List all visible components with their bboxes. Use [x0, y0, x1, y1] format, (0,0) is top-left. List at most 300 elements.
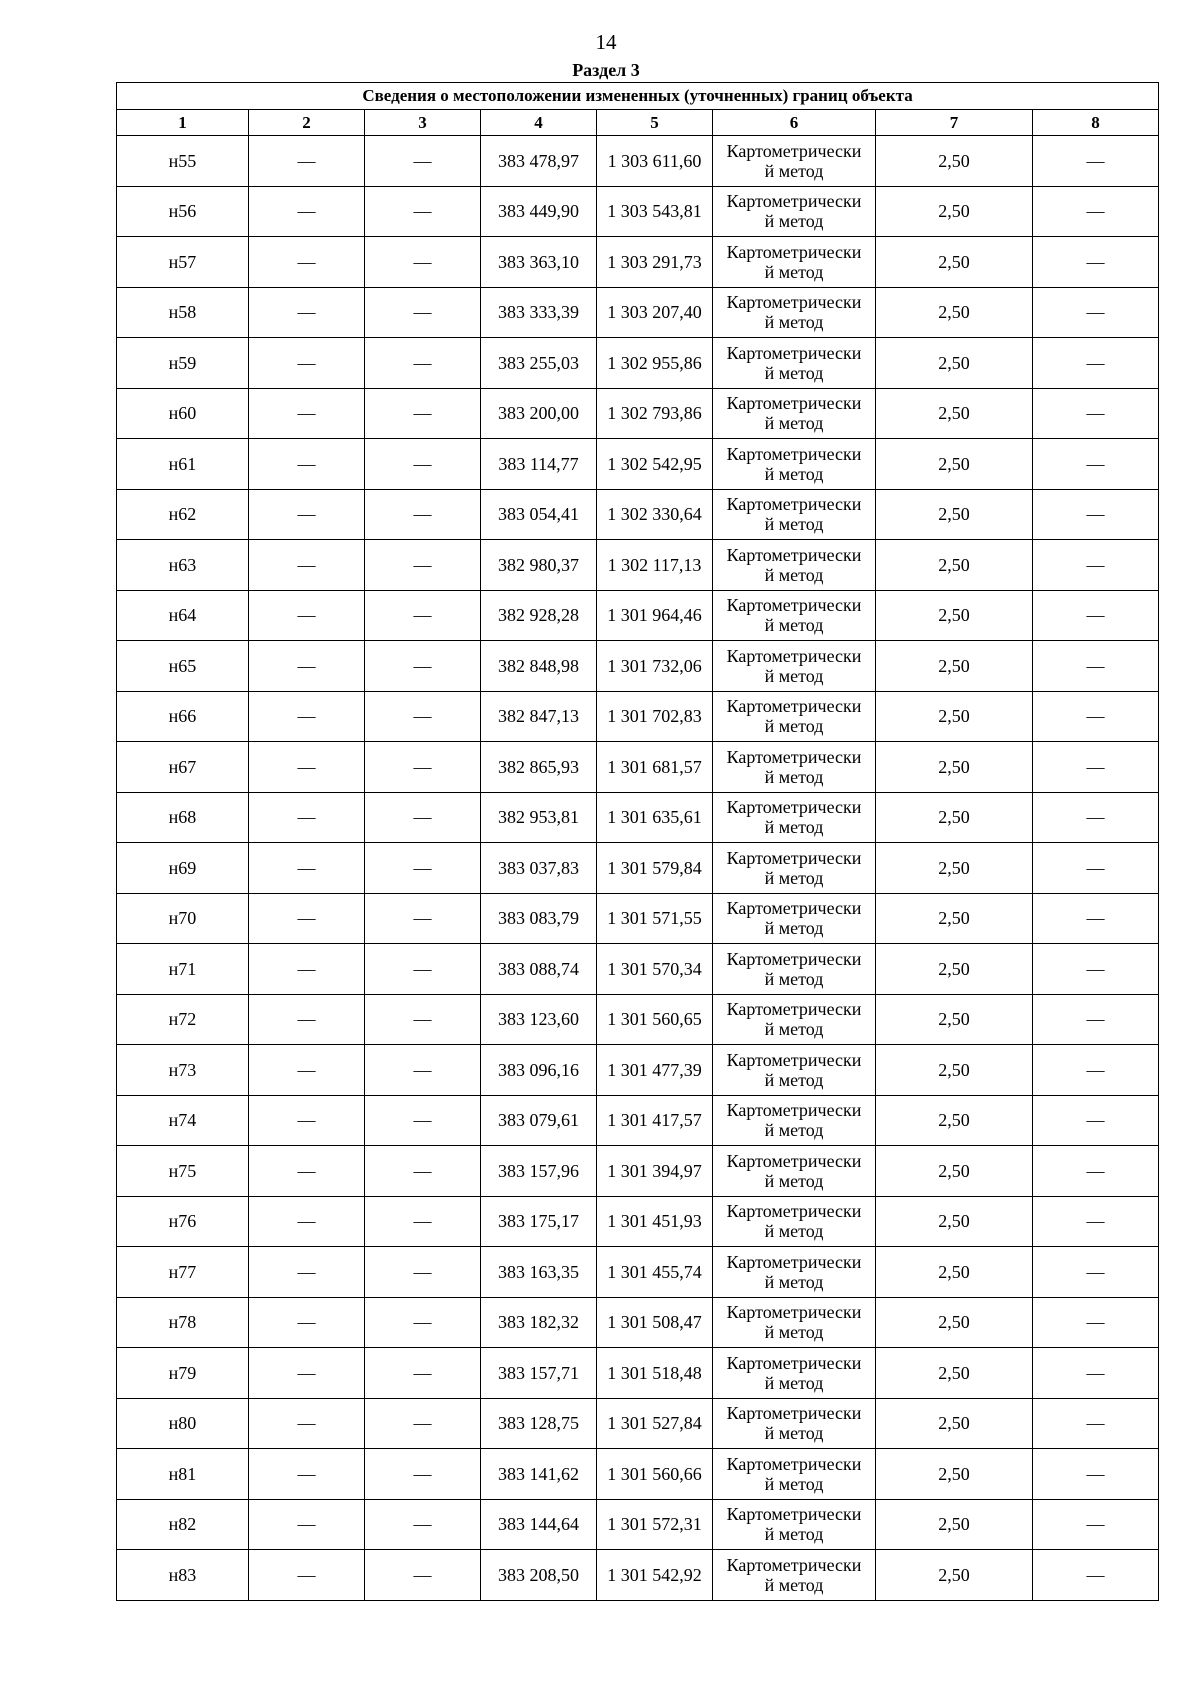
table-row [117, 742, 1159, 793]
x-coordinate-cell: 383 128,75 [481, 1398, 597, 1449]
y-coordinate-cell: 1 301 579,84 [597, 843, 713, 894]
table-row [117, 1045, 1159, 1096]
method-line-2: й метод [764, 211, 824, 232]
col3-cell: — [365, 590, 481, 641]
col2-cell: — [249, 1499, 365, 1550]
col3-cell: — [365, 641, 481, 692]
x-coordinate-cell: 383 363,10 [481, 237, 597, 288]
point-name-cell: н81 [117, 1449, 249, 1500]
accuracy-cell: 2,50 [876, 540, 1033, 591]
point-name-cell: н83 [117, 1550, 249, 1601]
table-row [117, 691, 1159, 742]
x-coordinate-cell: 383 478,97 [481, 136, 597, 187]
method-line-2: й метод [764, 1473, 824, 1494]
point-name-cell: н64 [117, 590, 249, 641]
y-coordinate-cell: 1 301 518,48 [597, 1348, 713, 1399]
method-line-2: й метод [764, 665, 824, 686]
col2-cell: — [249, 691, 365, 742]
col3-cell: — [365, 1196, 481, 1247]
x-coordinate-cell: 382 928,28 [481, 590, 597, 641]
col3-cell: — [365, 237, 481, 288]
method-cell [713, 1297, 876, 1348]
table-row [117, 1550, 1159, 1601]
table-row [117, 388, 1159, 439]
point-name-cell: н57 [117, 237, 249, 288]
accuracy-cell: 2,50 [876, 338, 1033, 389]
accuracy-cell: 2,50 [876, 388, 1033, 439]
method-cell [713, 1449, 876, 1500]
y-coordinate-cell: 1 301 572,31 [597, 1499, 713, 1550]
y-coordinate-cell: 1 301 417,57 [597, 1095, 713, 1146]
column-number-2: 2 [249, 110, 365, 136]
method-line-1: Картометрически [726, 847, 862, 868]
method-cell [713, 1550, 876, 1601]
x-coordinate-cell: 382 865,93 [481, 742, 597, 793]
col3-cell: — [365, 540, 481, 591]
method-line-1: Картометрически [726, 1049, 862, 1070]
col3-cell: — [365, 1449, 481, 1500]
col8-cell: — [1033, 1398, 1159, 1449]
accuracy-cell: 2,50 [876, 641, 1033, 692]
method-cell [713, 994, 876, 1045]
col3-cell: — [365, 1247, 481, 1298]
y-coordinate-cell: 1 301 732,06 [597, 641, 713, 692]
x-coordinate-cell: 383 255,03 [481, 338, 597, 389]
method-cell [713, 792, 876, 843]
y-coordinate-cell: 1 301 570,34 [597, 944, 713, 995]
table-body [117, 136, 1159, 1601]
method-cell [713, 136, 876, 187]
col3-cell: — [365, 994, 481, 1045]
method-cell [713, 540, 876, 591]
x-coordinate-cell: 383 333,39 [481, 287, 597, 338]
col3-cell: — [365, 1348, 481, 1399]
column-number-1: 1 [117, 110, 249, 136]
col3-cell: — [365, 1398, 481, 1449]
y-coordinate-cell: 1 301 477,39 [597, 1045, 713, 1096]
table-row [117, 439, 1159, 490]
point-name-cell: н55 [117, 136, 249, 187]
table-row [117, 994, 1159, 1045]
table-row [117, 237, 1159, 288]
table-row [117, 540, 1159, 591]
col2-cell: — [249, 641, 365, 692]
col8-cell: — [1033, 439, 1159, 490]
x-coordinate-cell: 383 182,32 [481, 1297, 597, 1348]
method-cell [713, 843, 876, 894]
col2-cell: — [249, 792, 365, 843]
col3-cell: — [365, 1499, 481, 1550]
col3-cell: — [365, 136, 481, 187]
accuracy-cell: 2,50 [876, 1297, 1033, 1348]
x-coordinate-cell: 383 208,50 [481, 1550, 597, 1601]
method-cell [713, 237, 876, 288]
method-line-2: й метод [764, 1170, 824, 1191]
method-cell [713, 1146, 876, 1197]
method-cell [713, 287, 876, 338]
col2-cell: — [249, 994, 365, 1045]
table-row [117, 1499, 1159, 1550]
method-line-2: й метод [764, 1271, 824, 1292]
y-coordinate-cell: 1 302 793,86 [597, 388, 713, 439]
col2-cell: — [249, 742, 365, 793]
table-row [117, 1398, 1159, 1449]
method-line-2: й метод [764, 867, 824, 888]
col2-cell: — [249, 1348, 365, 1399]
x-coordinate-cell: 383 054,41 [481, 489, 597, 540]
method-cell [713, 1196, 876, 1247]
y-coordinate-cell: 1 301 560,65 [597, 994, 713, 1045]
col3-cell: — [365, 1550, 481, 1601]
x-coordinate-cell: 383 175,17 [481, 1196, 597, 1247]
col2-cell: — [249, 893, 365, 944]
col3-cell: — [365, 1045, 481, 1096]
col8-cell: — [1033, 1297, 1159, 1348]
method-cell [713, 944, 876, 995]
col2-cell: — [249, 1146, 365, 1197]
col2-cell: — [249, 1297, 365, 1348]
y-coordinate-cell: 1 303 207,40 [597, 287, 713, 338]
col3-cell: — [365, 388, 481, 439]
method-line-1: Картометрически [726, 999, 862, 1020]
column-number-6: 6 [713, 110, 876, 136]
col8-cell: — [1033, 1550, 1159, 1601]
x-coordinate-cell: 383 083,79 [481, 893, 597, 944]
column-number-4: 4 [481, 110, 597, 136]
table-row [117, 489, 1159, 540]
method-line-1: Картометрически [726, 1251, 862, 1272]
method-cell [713, 186, 876, 237]
method-cell [713, 641, 876, 692]
col8-cell: — [1033, 691, 1159, 742]
col2-cell: — [249, 843, 365, 894]
method-line-2: й метод [764, 514, 824, 535]
accuracy-cell: 2,50 [876, 237, 1033, 288]
accuracy-cell: 2,50 [876, 792, 1033, 843]
method-line-1: Картометрически [726, 140, 862, 161]
col2-cell: — [249, 338, 365, 389]
method-line-2: й метод [764, 716, 824, 737]
method-cell [713, 1045, 876, 1096]
col8-cell: — [1033, 641, 1159, 692]
col2-cell: — [249, 540, 365, 591]
col2-cell: — [249, 388, 365, 439]
col3-cell: — [365, 843, 481, 894]
col3-cell: — [365, 186, 481, 237]
x-coordinate-cell: 383 200,00 [481, 388, 597, 439]
method-line-1: Картометрически [726, 1201, 862, 1222]
method-line-2: й метод [764, 362, 824, 383]
accuracy-cell: 2,50 [876, 691, 1033, 742]
point-name-cell: н65 [117, 641, 249, 692]
x-coordinate-cell: 383 096,16 [481, 1045, 597, 1096]
col3-cell: — [365, 944, 481, 995]
point-name-cell: н60 [117, 388, 249, 439]
col8-cell: — [1033, 1247, 1159, 1298]
col8-cell: — [1033, 186, 1159, 237]
method-line-1: Картометрически [726, 241, 862, 262]
method-line-1: Картометрически [726, 898, 862, 919]
accuracy-cell: 2,50 [876, 186, 1033, 237]
col3-cell: — [365, 338, 481, 389]
method-cell [713, 338, 876, 389]
method-line-1: Картометрически [726, 544, 862, 565]
boundary-coordinates-table [116, 82, 1159, 1601]
point-name-cell: н67 [117, 742, 249, 793]
method-line-2: й метод [764, 1372, 824, 1393]
table-row [117, 1449, 1159, 1500]
method-line-2: й метод [764, 160, 824, 181]
table-row [117, 1146, 1159, 1197]
col8-cell: — [1033, 1146, 1159, 1197]
x-coordinate-cell: 382 847,13 [481, 691, 597, 742]
x-coordinate-cell: 383 144,64 [481, 1499, 597, 1550]
col3-cell: — [365, 287, 481, 338]
table-row [117, 641, 1159, 692]
accuracy-cell: 2,50 [876, 1550, 1033, 1601]
table-row [117, 1348, 1159, 1399]
method-line-1: Картометрически [726, 1352, 862, 1373]
method-line-1: Картометрически [726, 1504, 862, 1525]
col8-cell: — [1033, 338, 1159, 389]
col3-cell: — [365, 1146, 481, 1197]
x-coordinate-cell: 383 114,77 [481, 439, 597, 490]
x-coordinate-cell: 382 848,98 [481, 641, 597, 692]
method-line-1: Картометрически [726, 1100, 862, 1121]
accuracy-cell: 2,50 [876, 136, 1033, 187]
method-line-2: й метод [764, 564, 824, 585]
method-line-2: й метод [764, 1019, 824, 1040]
point-name-cell: н66 [117, 691, 249, 742]
accuracy-cell: 2,50 [876, 1045, 1033, 1096]
y-coordinate-cell: 1 302 542,95 [597, 439, 713, 490]
method-line-1: Картометрически [726, 1150, 862, 1171]
point-name-cell: н58 [117, 287, 249, 338]
method-line-2: й метод [764, 463, 824, 484]
method-line-1: Картометрически [726, 746, 862, 767]
accuracy-cell: 2,50 [876, 843, 1033, 894]
point-name-cell: н71 [117, 944, 249, 995]
method-cell [713, 439, 876, 490]
method-line-2: й метод [764, 918, 824, 939]
y-coordinate-cell: 1 301 527,84 [597, 1398, 713, 1449]
x-coordinate-cell: 383 157,71 [481, 1348, 597, 1399]
accuracy-cell: 2,50 [876, 287, 1033, 338]
col2-cell: — [249, 186, 365, 237]
col8-cell: — [1033, 792, 1159, 843]
table-row [117, 843, 1159, 894]
accuracy-cell: 2,50 [876, 1398, 1033, 1449]
method-line-1: Картометрически [726, 948, 862, 969]
method-line-1: Картометрически [726, 342, 862, 363]
method-line-1: Картометрически [726, 1453, 862, 1474]
point-name-cell: н63 [117, 540, 249, 591]
y-coordinate-cell: 1 301 560,66 [597, 1449, 713, 1500]
point-name-cell: н79 [117, 1348, 249, 1399]
table-row [117, 1095, 1159, 1146]
accuracy-cell: 2,50 [876, 1196, 1033, 1247]
col8-cell: — [1033, 136, 1159, 187]
y-coordinate-cell: 1 301 702,83 [597, 691, 713, 742]
y-coordinate-cell: 1 301 542,92 [597, 1550, 713, 1601]
col8-cell: — [1033, 1499, 1159, 1550]
col2-cell: — [249, 944, 365, 995]
y-coordinate-cell: 1 303 543,81 [597, 186, 713, 237]
col3-cell: — [365, 893, 481, 944]
method-line-2: й метод [764, 766, 824, 787]
method-cell [713, 1398, 876, 1449]
col3-cell: — [365, 1095, 481, 1146]
point-name-cell: н68 [117, 792, 249, 843]
y-coordinate-cell: 1 301 508,47 [597, 1297, 713, 1348]
column-number-7: 7 [876, 110, 1033, 136]
col2-cell: — [249, 1398, 365, 1449]
table-row [117, 1297, 1159, 1348]
table-row [117, 287, 1159, 338]
method-line-2: й метод [764, 261, 824, 282]
table-row [117, 792, 1159, 843]
point-name-cell: н80 [117, 1398, 249, 1449]
method-line-1: Картометрически [726, 1302, 862, 1323]
col3-cell: — [365, 439, 481, 490]
method-line-2: й метод [764, 1423, 824, 1444]
table-row [117, 1196, 1159, 1247]
method-line-2: й метод [764, 1322, 824, 1343]
table-row [117, 893, 1159, 944]
method-line-1: Картометрически [726, 292, 862, 313]
col2-cell: — [249, 287, 365, 338]
col2-cell: — [249, 590, 365, 641]
method-cell [713, 742, 876, 793]
col2-cell: — [249, 1550, 365, 1601]
accuracy-cell: 2,50 [876, 742, 1033, 793]
point-name-cell: н73 [117, 1045, 249, 1096]
method-line-2: й метод [764, 1069, 824, 1090]
col2-cell: — [249, 1045, 365, 1096]
x-coordinate-cell: 383 157,96 [481, 1146, 597, 1197]
col8-cell: — [1033, 237, 1159, 288]
table-caption: Сведения о местоположении измененных (уточненных) границ объекта [117, 83, 1159, 110]
y-coordinate-cell: 1 301 681,57 [597, 742, 713, 793]
table-row [117, 136, 1159, 187]
method-line-1: Картометрически [726, 1403, 862, 1424]
col2-cell: — [249, 136, 365, 187]
method-line-2: й метод [764, 413, 824, 434]
method-line-1: Картометрически [726, 191, 862, 212]
col8-cell: — [1033, 540, 1159, 591]
x-coordinate-cell: 383 088,74 [481, 944, 597, 995]
col8-cell: — [1033, 742, 1159, 793]
x-coordinate-cell: 383 123,60 [481, 994, 597, 1045]
x-coordinate-cell: 383 037,83 [481, 843, 597, 894]
method-cell [713, 590, 876, 641]
y-coordinate-cell: 1 301 394,97 [597, 1146, 713, 1197]
col8-cell: — [1033, 944, 1159, 995]
accuracy-cell: 2,50 [876, 944, 1033, 995]
accuracy-cell: 2,50 [876, 590, 1033, 641]
y-coordinate-cell: 1 301 635,61 [597, 792, 713, 843]
point-name-cell: н69 [117, 843, 249, 894]
page-number: 14 [595, 30, 617, 54]
y-coordinate-cell: 1 302 330,64 [597, 489, 713, 540]
x-coordinate-cell: 382 953,81 [481, 792, 597, 843]
col8-cell: — [1033, 489, 1159, 540]
accuracy-cell: 2,50 [876, 893, 1033, 944]
col8-cell: — [1033, 388, 1159, 439]
table-row [117, 1247, 1159, 1298]
y-coordinate-cell: 1 302 955,86 [597, 338, 713, 389]
point-name-cell: н77 [117, 1247, 249, 1298]
col8-cell: — [1033, 1095, 1159, 1146]
col8-cell: — [1033, 1196, 1159, 1247]
point-name-cell: н70 [117, 893, 249, 944]
x-coordinate-cell: 383 163,35 [481, 1247, 597, 1298]
method-line-1: Картометрически [726, 797, 862, 818]
method-cell [713, 893, 876, 944]
col8-cell: — [1033, 994, 1159, 1045]
method-line-1: Картометрически [726, 494, 862, 515]
col2-cell: — [249, 237, 365, 288]
y-coordinate-cell: 1 303 291,73 [597, 237, 713, 288]
col3-cell: — [365, 792, 481, 843]
point-name-cell: н78 [117, 1297, 249, 1348]
col2-cell: — [249, 1095, 365, 1146]
method-line-1: Картометрически [726, 696, 862, 717]
point-name-cell: н59 [117, 338, 249, 389]
accuracy-cell: 2,50 [876, 489, 1033, 540]
point-name-cell: н75 [117, 1146, 249, 1197]
accuracy-cell: 2,50 [876, 1247, 1033, 1298]
col8-cell: — [1033, 893, 1159, 944]
method-cell [713, 489, 876, 540]
col8-cell: — [1033, 590, 1159, 641]
col3-cell: — [365, 742, 481, 793]
column-number-row [117, 110, 1159, 136]
y-coordinate-cell: 1 301 451,93 [597, 1196, 713, 1247]
col8-cell: — [1033, 1348, 1159, 1399]
table-row [117, 338, 1159, 389]
col2-cell: — [249, 489, 365, 540]
point-name-cell: н74 [117, 1095, 249, 1146]
col8-cell: — [1033, 287, 1159, 338]
point-name-cell: н82 [117, 1499, 249, 1550]
method-line-2: й метод [764, 968, 824, 989]
accuracy-cell: 2,50 [876, 1348, 1033, 1399]
column-number-3: 3 [365, 110, 481, 136]
col8-cell: — [1033, 1449, 1159, 1500]
y-coordinate-cell: 1 303 611,60 [597, 136, 713, 187]
col2-cell: — [249, 439, 365, 490]
accuracy-cell: 2,50 [876, 439, 1033, 490]
x-coordinate-cell: 382 980,37 [481, 540, 597, 591]
x-coordinate-cell: 383 079,61 [481, 1095, 597, 1146]
y-coordinate-cell: 1 301 455,74 [597, 1247, 713, 1298]
point-name-cell: н61 [117, 439, 249, 490]
accuracy-cell: 2,50 [876, 1146, 1033, 1197]
method-line-2: й метод [764, 1221, 824, 1242]
column-number-8: 8 [1033, 110, 1159, 136]
method-line-1: Картометрически [726, 595, 862, 616]
method-cell [713, 1095, 876, 1146]
y-coordinate-cell: 1 301 571,55 [597, 893, 713, 944]
accuracy-cell: 2,50 [876, 994, 1033, 1045]
col2-cell: — [249, 1247, 365, 1298]
accuracy-cell: 2,50 [876, 1499, 1033, 1550]
method-cell [713, 1499, 876, 1550]
y-coordinate-cell: 1 302 117,13 [597, 540, 713, 591]
point-name-cell: н56 [117, 186, 249, 237]
method-cell [713, 388, 876, 439]
